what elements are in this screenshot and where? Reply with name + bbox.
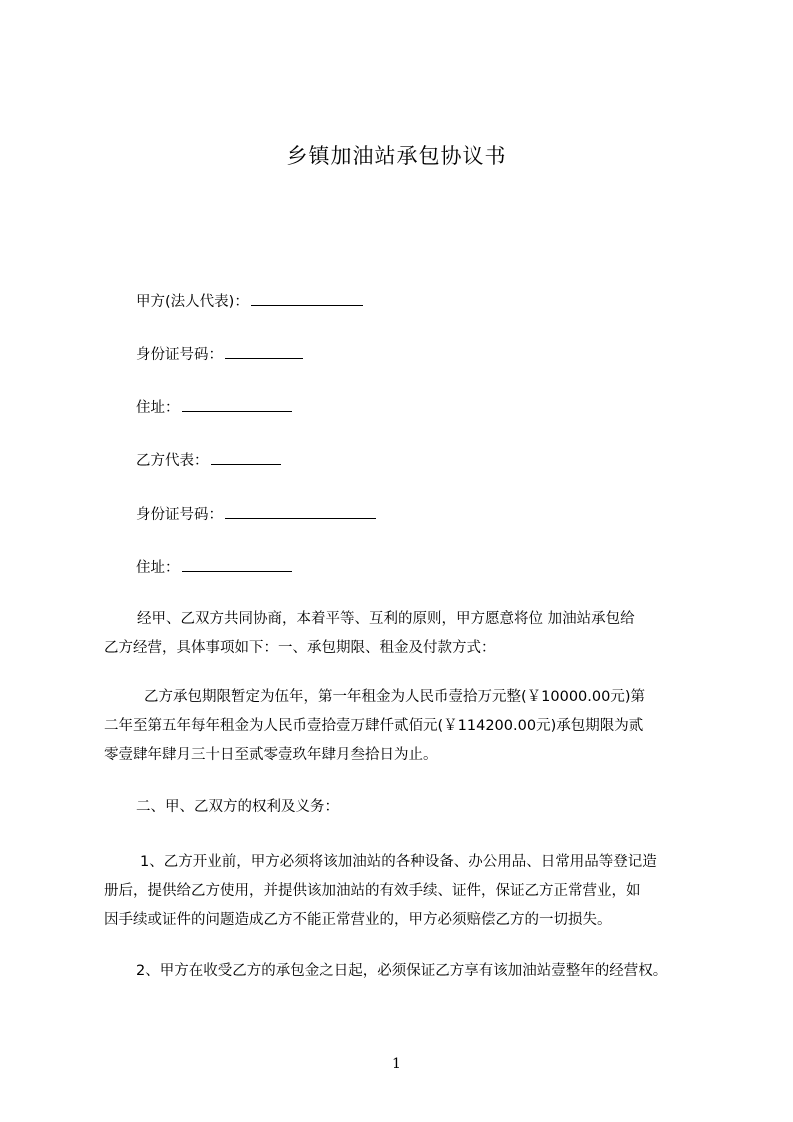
field-label: 身份证号码： (136, 347, 223, 363)
intro-line: 经甲、乙双方共同协商，本着平等、互利的原则，甲方愿意将位 加油站承包给 (137, 611, 635, 627)
document-title: 乡镇加油站承包协议书 (286, 144, 507, 168)
page-number: 1 (392, 1056, 401, 1072)
party-b-representative-field (136, 450, 281, 471)
intro-line: 乙方经营，具体事项如下：一、承包期限、租金及付款方式： (104, 640, 496, 656)
term-line: 乙方承包期限暂定为伍年，第一年租金为人民币壹拾万元整(￥10000.00元)第 (144, 689, 645, 705)
party-b-address-field (136, 557, 292, 578)
party-b-id-blank[interactable] (225, 504, 376, 519)
field-label: 乙方代表： (136, 453, 209, 469)
term-line: 零壹肆年肆月三十日至贰零壹玖年肆月叁拾日为止。 (104, 747, 438, 763)
clause-2-paragraph: 2、甲方在收受乙方的承包金之日起，必须保证乙方享有该加油站壹整年的经营权。 (136, 963, 668, 979)
party-a-address-blank[interactable] (182, 397, 292, 412)
party-a-representative-field (136, 291, 363, 312)
section-2-heading: 二、甲、乙双方的权利及义务： (136, 799, 339, 815)
party-b-representative-blank[interactable] (211, 450, 281, 465)
field-label: 甲方(法人代表)： (136, 294, 249, 310)
clause-1-line: 册后，提供给乙方使用，并提供该加油站的有效手续、证件，保证乙方正常营业，如 (104, 883, 641, 899)
term-paragraph (104, 683, 645, 770)
intro-paragraph (104, 605, 635, 663)
clause-1-line: 因手续或证件的问题造成乙方不能正常营业的，甲方必须赔偿乙方的一切损失。 (104, 912, 612, 928)
party-b-id-field (136, 504, 376, 525)
field-label: 住址： (136, 560, 180, 576)
term-line: 二年至第五年每年租金为人民币壹拾壹万肆仟贰佰元(￥114200.00元)承包期限为贰 (104, 718, 644, 734)
party-a-id-field (136, 344, 303, 365)
field-label: 住址： (136, 400, 180, 416)
party-a-address-field (136, 397, 292, 418)
party-a-representative-blank[interactable] (251, 291, 363, 306)
field-label: 身份证号码： (136, 507, 223, 523)
clause-1-line: 1、乙方开业前，甲方必须将该加油站的各种设备、办公用品、日常用品等登记造 (140, 854, 657, 870)
clause-1-paragraph (104, 848, 657, 935)
party-b-address-blank[interactable] (182, 557, 292, 572)
party-a-id-blank[interactable] (225, 344, 303, 359)
